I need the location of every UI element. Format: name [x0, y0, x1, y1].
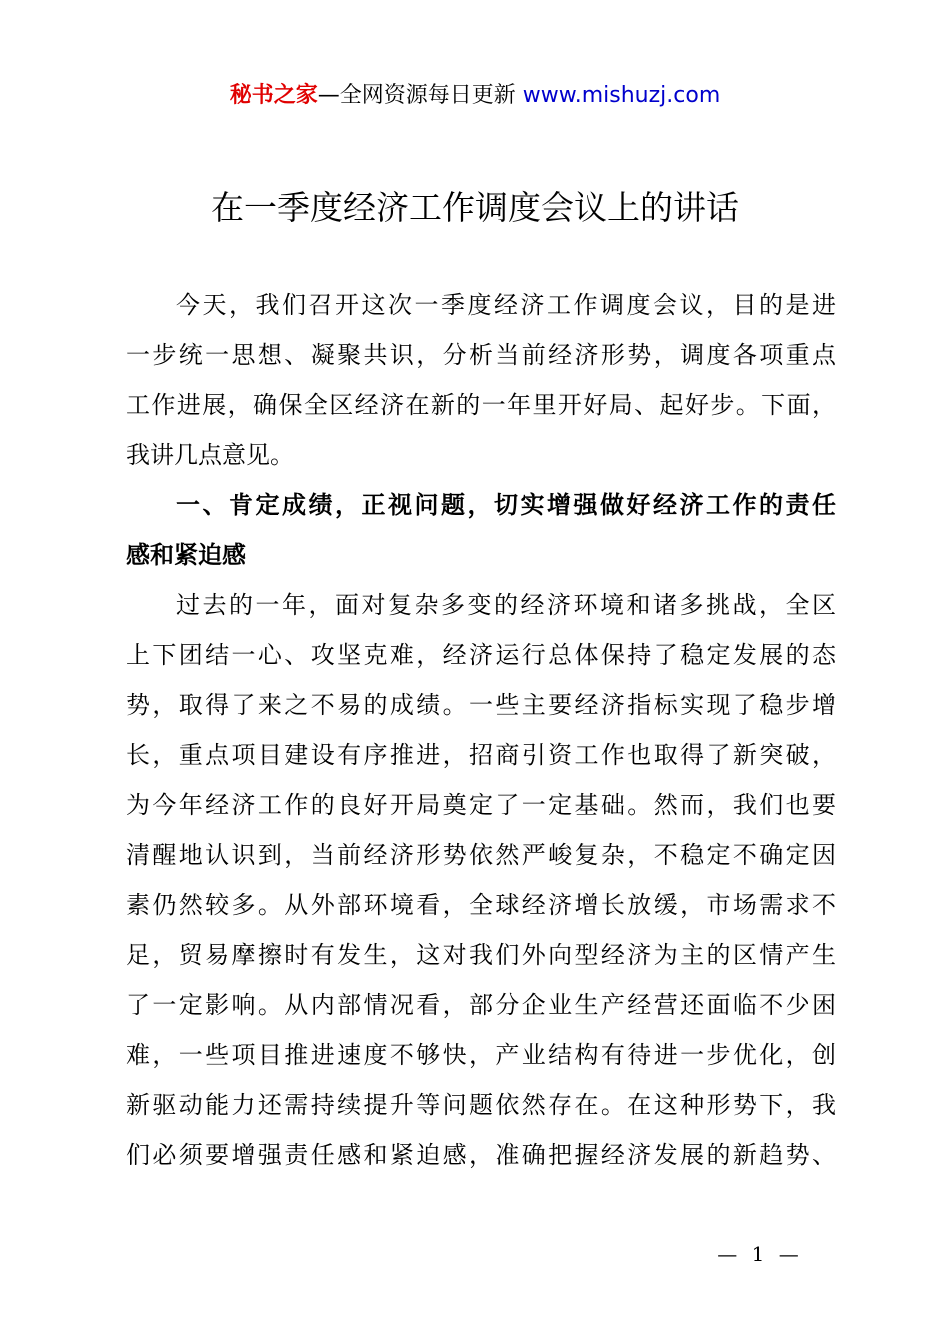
section-heading-line: 感和紧迫感	[126, 541, 246, 569]
page-number: — 1 —	[717, 1242, 803, 1266]
document-body	[126, 280, 836, 1180]
paragraph-line: 过去的一年，面对复杂多变的经济环境和诸多挑战，全区	[176, 591, 836, 619]
document-title: 在一季度经济工作调度会议上的讲话	[211, 188, 739, 227]
paragraph-line: 一步统一思想、凝聚共识，分析当前经济形势，调度各项重点	[126, 341, 836, 369]
paragraph-line: 们必须要增强责任感和紧迫感，准确把握经济发展的新趋势、	[126, 1141, 836, 1169]
paragraph-line: 难，一些项目推进速度不够快，产业结构有待进一步优化，创	[126, 1041, 836, 1069]
paragraph-line: 清醒地认识到，当前经济形势依然严峻复杂，不稳定不确定因	[126, 841, 836, 869]
paragraph-line: 工作进展，确保全区经济在新的一年里开好局、起好步。下面，	[126, 391, 836, 419]
paragraph-line: 新驱动能力还需持续提升等问题依然存在。在这种形势下，我	[126, 1091, 836, 1119]
brand-name: 秘书之家	[229, 83, 318, 108]
paragraph-line: 足，贸易摩擦时有发生，这对我们外向型经济为主的区情产生	[126, 941, 836, 969]
site-header	[0, 78, 950, 114]
header-tagline: —全网资源每日更新	[317, 83, 516, 108]
section-heading-line: 一、肯定成绩，正视问题，切实增强做好经济工作的责任	[176, 491, 836, 519]
paragraph-line: 长，重点项目建设有序推进，招商引资工作也取得了新突破，	[126, 741, 836, 769]
paragraph-line: 上下团结一心、攻坚克难，经济运行总体保持了稳定发展的态	[126, 641, 836, 669]
paragraph-line: 为今年经济工作的良好开局奠定了一定基础。然而，我们也要	[126, 791, 836, 819]
paragraph-line: 今天，我们召开这次一季度经济工作调度会议，目的是进	[176, 291, 836, 319]
paragraph-line: 素仍然较多。从外部环境看，全球经济增长放缓，市场需求不	[126, 891, 836, 919]
paragraph-line: 势，取得了来之不易的成绩。一些主要经济指标实现了稳步增	[126, 691, 836, 719]
site-url-link[interactable]: www.mishuzj.com	[522, 83, 721, 108]
paragraph-line: 我讲几点意见。	[126, 441, 294, 469]
paragraph-line: 了一定影响。从内部情况看，部分企业生产经营还面临不少困	[126, 991, 836, 1019]
